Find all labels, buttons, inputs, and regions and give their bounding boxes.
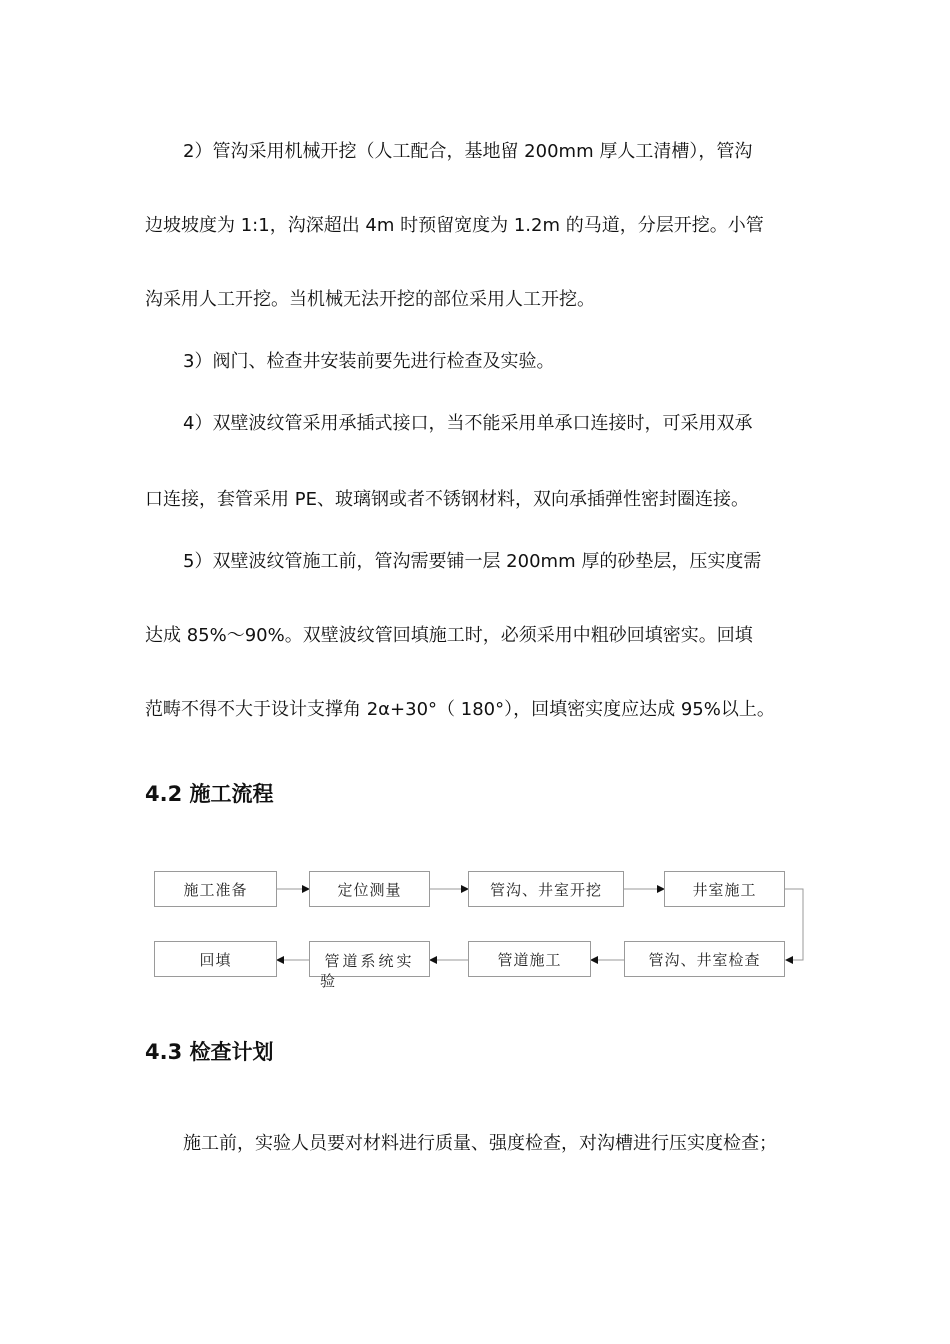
flow-step-trench-excavation: 管沟、井室开挖	[468, 871, 624, 907]
paragraph-2-line-3: 沟采用人工开挖。当机械无法开挖的部位采用人工开挖。	[145, 289, 595, 310]
paragraph-inspection-intro: 施工前，实验人员要对材料进行质量、强度检查，对沟槽进行压实度检查；	[183, 1133, 777, 1154]
flow-step-well-construction: 井室施工	[664, 871, 785, 907]
arrow-well-to-inspection	[785, 889, 803, 960]
flow-step-backfill: 回填	[154, 941, 277, 977]
flow-step-pipe-construction: 管道施工	[468, 941, 591, 977]
flow-step-pipe-system-test-overflow: 验	[320, 972, 339, 990]
paragraph-4-line-1: 4）双壁波纹管采用承插式接口，当不能采用单承口连接时，可采用双承	[183, 413, 753, 434]
section-heading-construction-flow: 4.2 施工流程	[145, 782, 274, 806]
flow-step-construction-prep: 施工准备	[154, 871, 277, 907]
flow-step-positioning-survey: 定位测量	[309, 871, 430, 907]
paragraph-5-line-2: 达成 85%～90%。双壁波纹管回填施工时，必须采用中粗砂回填密实。回填	[145, 625, 753, 646]
paragraph-4-line-2: 口连接，套管采用 PE、玻璃钢或者不锈钢材料，双向承插弹性密封圈连接。	[145, 489, 749, 510]
paragraph-2-line-2: 边坡坡度为 1:1，沟深超出 4m 时预留宽度为 1.2m 的马道，分层开挖。小管	[145, 215, 764, 236]
paragraph-2-line-1: 2）管沟采用机械开挖（人工配合，基地留 200mm 厚人工清槽），管沟	[183, 141, 753, 162]
flow-step-pipe-system-test-label: 管道系统实	[324, 952, 415, 970]
flow-step-pipe-system-test	[309, 941, 430, 990]
section-heading-inspection-plan: 4.3 检查计划	[145, 1040, 274, 1064]
paragraph-3: 3）阀门、检查井安装前要先进行检查及实验。	[183, 351, 555, 372]
flow-step-trench-inspection: 管沟、井室检查	[624, 941, 785, 977]
paragraph-5-line-1: 5）双壁波纹管施工前，管沟需要铺一层 200mm 厚的砂垫层，压实度需	[183, 551, 762, 572]
paragraph-5-line-3: 范畴不得不大于设计支撑角 2α+30°（ 180°），回填密实度应达成 95%以上。	[145, 699, 775, 720]
